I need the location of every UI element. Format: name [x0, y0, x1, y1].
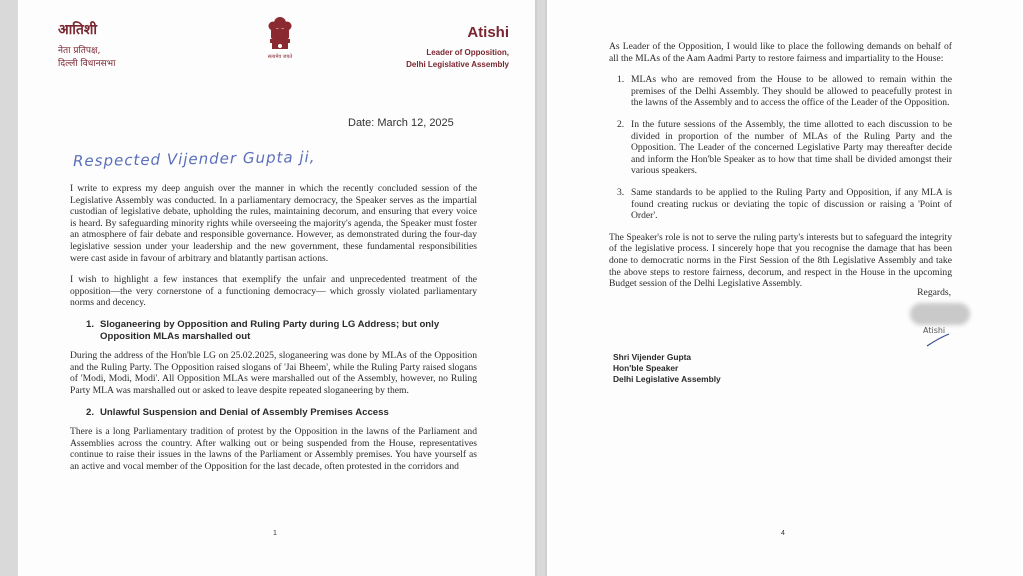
emblem-motto: सत्यमेव जयते	[267, 54, 293, 60]
state-emblem-icon	[263, 14, 297, 68]
sender-title-english: Leader of Opposition, Delhi Legislative Assembly	[406, 48, 509, 69]
closing-regards: Regards,	[917, 287, 951, 298]
page-number: 1	[273, 530, 277, 537]
letterhead-hindi	[58, 20, 115, 71]
letter-date: Date: March 12, 2025	[348, 117, 454, 129]
section-text: During the address of the Hon'ble LG on 25.02.2025, sloganeering was done by MLAs of the Opposition and the Ruling Party. The Opposition raised slogans of 'Jai Bheem', while the Ruling Party raised slogans of 'Modi, Modi, Modi'. All Opposition MLAs were marshalled out of the Assembly, however, no Ruling Party MLA was marshalled out or asked to leave despite repeated sloganeering by them.	[70, 350, 477, 396]
demand-item: 2. In the future sessions of the Assembly, the time allotted to each discussion to be divided in proportion of the number of MLAs of the Ruling Party and the Opposition. The Leader of the concerned Legislative Party may thereafter decide and inform the Hon'ble Speaker as to how that time shall be divided amongst their various speakers.	[617, 118, 952, 177]
paragraph: As Leader of the Opposition, I would like to place the following demands on behalf of all the MLAs of the Aam Aadmi Party to restore fairness and impartiality to the House:	[609, 41, 952, 64]
signature-stroke-icon	[925, 332, 951, 348]
letter-page-1	[18, 0, 537, 576]
demand-item: 1. MLAs who are removed from the House to be allowed to remain within the premises of the Delhi Assembly. They should be allowed to peacefully protest in the lawns of the Assembly and to access the office of the Leader of the Opposition.	[617, 74, 952, 109]
section-text: There is a long Parliamentary tradition of protest by the Opposition in the lawns of the Parliament and Assemblies across the country. After walking out or being suspended from the House, representatives continue to raise their issues in the lawns of the Parliament or Assembly premises. You have yourself as an active and vocal member of the Opposition for the last decade, often protested in the corridors and	[70, 426, 477, 472]
sender-name-hindi: आतिशी	[58, 22, 98, 38]
redacted-signature	[910, 303, 970, 325]
sender-name-english: Atishi	[467, 24, 509, 41]
letter-page-4	[545, 0, 1023, 576]
paragraph: The Speaker's role is not to serve the ruling party's interests but to safeguard the integrity of the legislative process. I sincerely hope that you recognise the damage that has been done to democratic norms in the First Session of the 8th Legislative Assembly and take the above steps to restore fairness, decorum, and respect in the House in the upcoming Budget session of the Delhi Legislative Assembly.	[609, 231, 952, 290]
signature-name: Atishi	[923, 326, 946, 335]
addressee-block: Shri Vijender Gupta Hon'ble Speaker Delhi Legislative Assembly	[613, 352, 721, 384]
paragraph: I wish to highlight a few instances that exemplify the unfair and unprecedented treatment of the opposition—the very cornerstone of a functioning democracy— which grossly violated parliamentary norms and decency.	[70, 274, 477, 309]
page-number: 4	[781, 530, 785, 537]
section-heading: 1. Sloganeering by Opposition and Ruling Party during LG Address; but only Opposition MLAs marshalled out	[86, 318, 440, 342]
paragraph: I write to express my deep anguish over the manner in which the recently concluded session of the Legislative Assembly was conducted. In a parliamentary democracy, the Speaker serves as the impartial custodian of legislative debate, upholding the rules, maintaining decorum, and ensuring that every voice is heard. By safeguarding minority rights while overseeing the majority's agenda, the Speaker must foster an atmosphere of fair debate and responsible governance. However, as demonstrated during the four-day legislative session under your leadership and the new government, these fundamental responsibilities were cast aside in favour of arbitrary and blatantly partisan actions.	[70, 183, 477, 264]
letterhead-english	[406, 24, 509, 71]
page-edge	[535, 0, 537, 576]
demand-item: 3. Same standards to be applied to the Ruling Party and Opposition, if any MLA is found creating ruckus or deviating the topic of discussion or raising a 'Point of Order'.	[617, 186, 952, 222]
letter-body	[70, 183, 477, 482]
letter-body	[609, 41, 952, 300]
section-heading: 2. Unlawful Suspension and Denial of Assembly Premises Access	[86, 406, 389, 418]
page-edge	[545, 0, 547, 576]
sender-title-hindi: नेता प्रतिपक्ष, दिल्ली विधानसभा	[58, 46, 116, 69]
handwritten-salutation: Respected Vijender Gupta ji,	[72, 147, 316, 171]
